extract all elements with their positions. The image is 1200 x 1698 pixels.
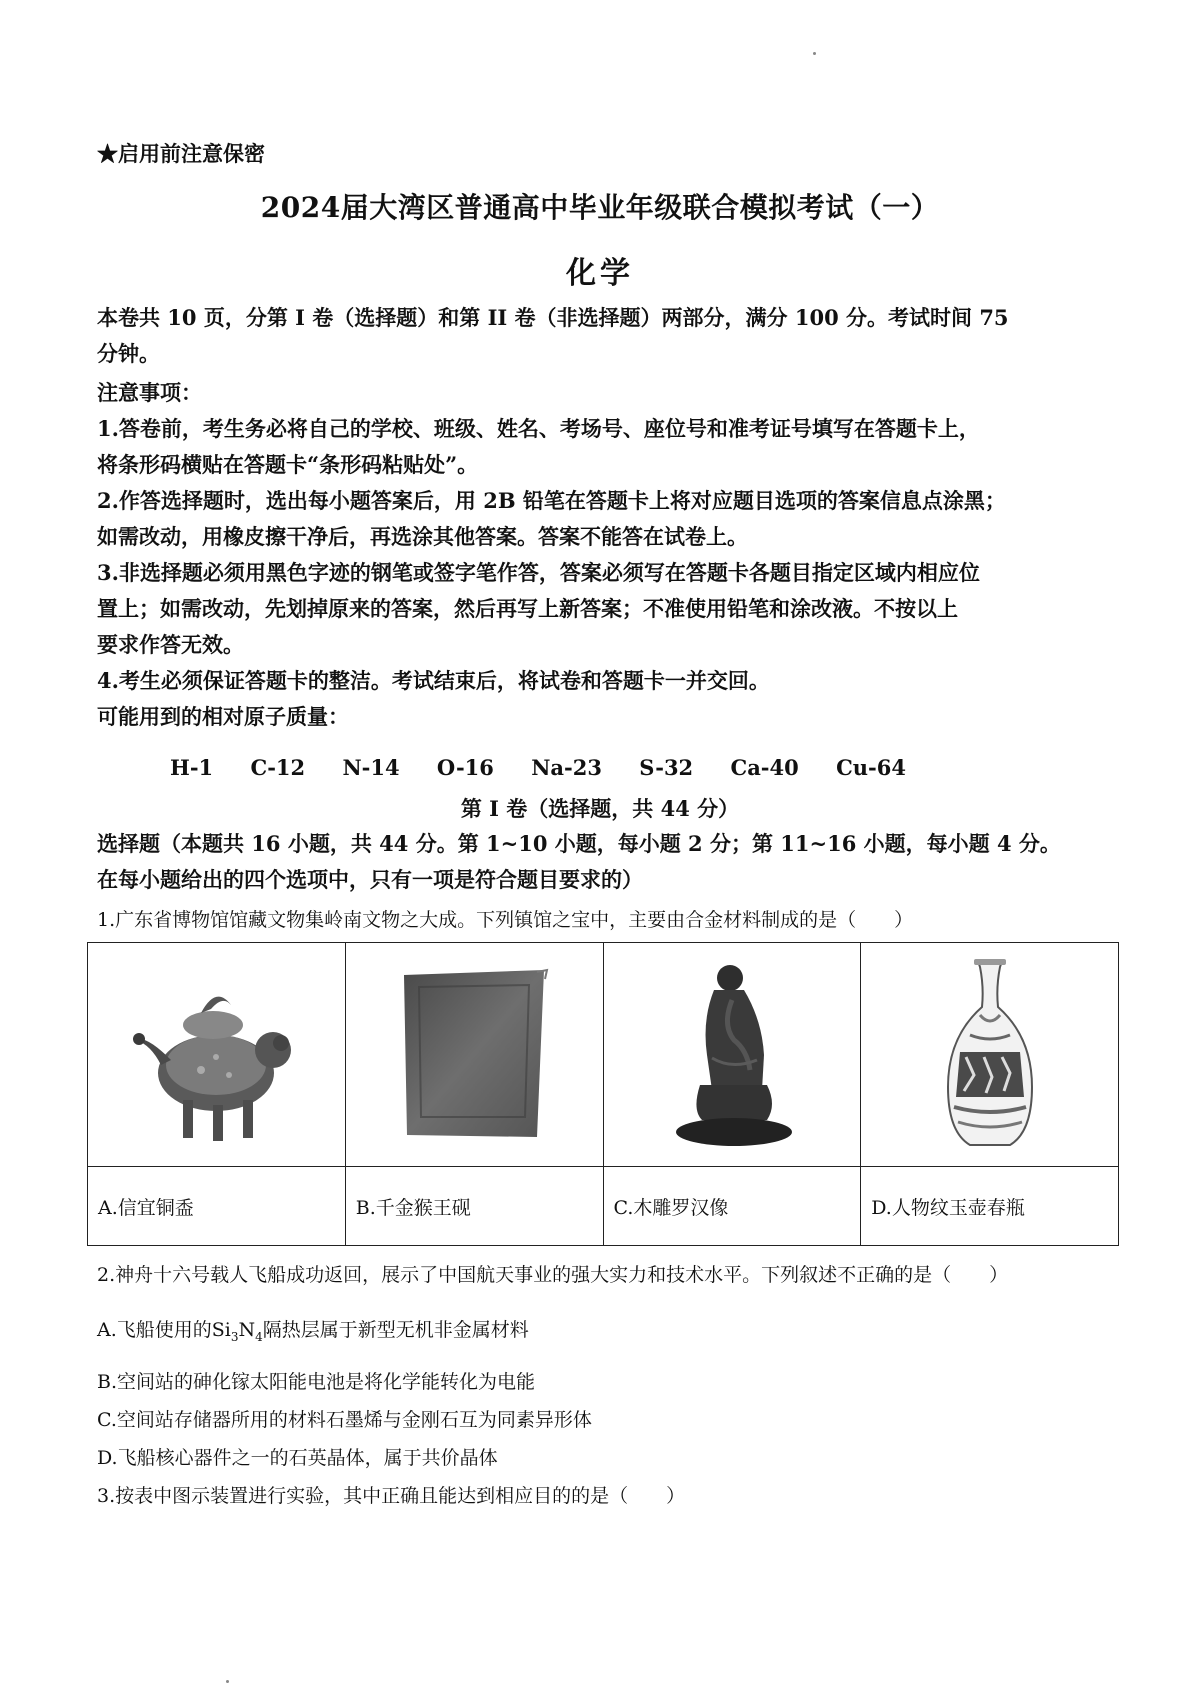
note-line: 如需改动，用橡皮擦干净后，再选涂其他答案。答案不能答在试卷上。 (97, 524, 748, 549)
note-line: 置上；如需改动，先划掉原来的答案，然后再写上新答案；不准使用铅笔和涂改液。不按以上 (97, 596, 958, 621)
formula-subscript: 4 (255, 1329, 263, 1344)
option-c-label: C.木雕罗汉像 (603, 1167, 861, 1246)
question-2-option-d: D.飞船核心器件之一的石英晶体，属于共价晶体 (97, 1447, 498, 1469)
volume1-heading: 第 I 卷（选择题，共 44 分） (460, 796, 740, 821)
formula-n: N (238, 1319, 256, 1341)
question-1-stem: 1.广东省博物馆馆藏文物集岭南文物之大成。下列镇馆之宝中，主要由合金材料制成的是（ ） (97, 909, 914, 931)
note-line: 1.答卷前，考生务必将自己的学校、班级、姓名、考场号、座位号和准考证号填写在答题卡上， (97, 416, 980, 441)
atomic-mass-item: Na-23 (531, 755, 602, 780)
option-a-text: 隔热层属于新型无机非金属材料 (262, 1319, 529, 1341)
option-b-label: B.千金猴王砚 (345, 1167, 603, 1246)
subject-title: 化学 (566, 256, 634, 291)
choice-instructions-line: 在每小题给出的四个选项中，只有一项是符合题目要求的） (97, 867, 643, 892)
question-2-option-a (97, 1315, 529, 1344)
notes-heading: 注意事项： (97, 380, 202, 405)
exam-title: 2024届大湾区普通高中毕业年级联合模拟考试（一） (260, 191, 940, 224)
atomic-mass-item: Cu-64 (836, 755, 906, 780)
porcelain-vase-icon (940, 957, 1040, 1152)
scan-speck (226, 1680, 229, 1683)
choice-instructions-line: 选择题（本题共 16 小题，共 44 分。第 1~10 小题，每小题 2 分；第 11~16 小题，每小题 4 分。 (97, 831, 1061, 856)
notes-section (97, 375, 1113, 735)
option-d-image-cell (861, 943, 1119, 1167)
inkstone-icon (399, 967, 549, 1142)
atomic-mass-heading: 可能用到的相对原子质量： (97, 704, 349, 729)
question-2-option-c: C.空间站存储器所用的材料石墨烯与金刚石互为同素异形体 (97, 1409, 592, 1431)
formula-subscript: 3 (230, 1329, 239, 1344)
option-c-image-cell (603, 943, 861, 1167)
option-a-label: A.信宜铜盉 (88, 1167, 346, 1246)
note-line: 4.考生必须保证答题卡的整洁。考试结束后，将试卷和答题卡一并交回。 (97, 668, 770, 693)
exam-intro (97, 300, 1113, 372)
question-2-option-b: B.空间站的砷化镓太阳能电池是将化学能转化为电能 (97, 1371, 536, 1393)
confidential-mark: ★启用前注意保密 (97, 141, 265, 166)
note-line: 3.非选择题必须用黑色字迹的钢笔或签字笔作答，答案必须写在答题卡各题目指定区域内相应位 (97, 560, 980, 585)
atomic-mass-item: N-14 (342, 755, 400, 780)
atomic-mass-item: H-1 (170, 755, 214, 780)
atomic-mass-list (170, 755, 936, 780)
choice-instructions (97, 826, 1113, 898)
note-line: 2.作答选择题时，选出每小题答案后，用 2B 铅笔在答题卡上将对应题目选项的答案信息点涂黑； (97, 488, 1006, 513)
question-1-table (87, 942, 1119, 1246)
option-d-label: D.人物纹玉壶春瓶 (861, 1167, 1119, 1246)
bronze-he-vessel-icon (131, 965, 301, 1145)
atomic-mass-item: C-12 (250, 755, 306, 780)
wooden-arhat-statue-icon (672, 960, 792, 1150)
atomic-mass-item: O-16 (436, 755, 494, 780)
option-a-image-cell (88, 943, 346, 1167)
scan-speck (813, 52, 816, 55)
option-b-image-cell (345, 943, 603, 1167)
formula-si: Si (211, 1319, 231, 1341)
intro-line: 分钟。 (97, 341, 160, 366)
atomic-mass-item: S-32 (639, 755, 694, 780)
note-line: 要求作答无效。 (97, 632, 244, 657)
question-3-stem: 3.按表中图示装置进行实验，其中正确且能达到相应目的的是（ ） (97, 1485, 686, 1507)
question-2-stem: 2.神舟十六号载人飞船成功返回，展示了中国航天事业的强大实力和技术水平。下列叙述不正确的是（ ） (97, 1264, 1009, 1286)
atomic-mass-item: Ca-40 (730, 755, 799, 780)
note-line: 将条形码横贴在答题卡“条形码粘贴处”。 (97, 452, 479, 477)
option-a-text: A.飞船使用的 (97, 1319, 212, 1341)
intro-line: 本卷共 10 页，分第 I 卷（选择题）和第 II 卷（非选择题）两部分，满分 100 分。考试时间 75 (97, 305, 1009, 330)
